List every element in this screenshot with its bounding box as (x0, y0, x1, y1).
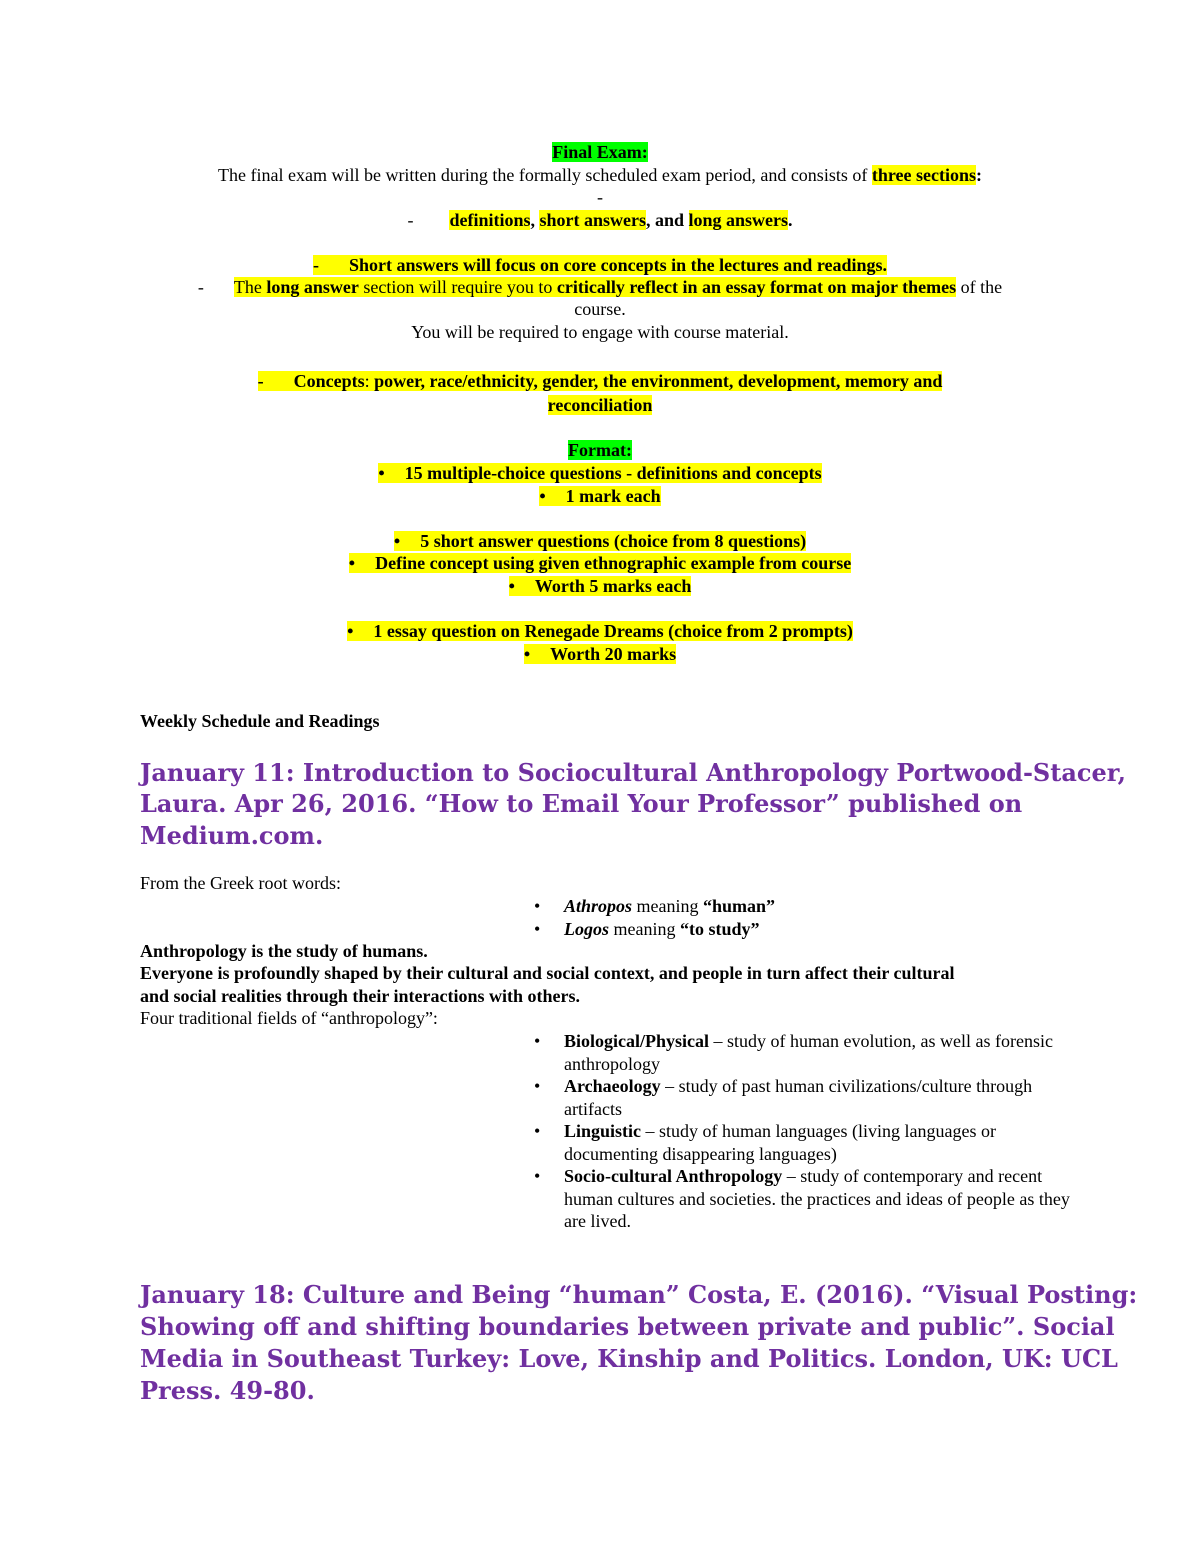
shaped-text-line-1: Everyone is profoundly shaped by their cultural and social context, and people in turn affect their cultural (140, 963, 955, 983)
greek-intro: From the Greek root words: (140, 873, 341, 893)
anthropology-definition: Anthropology is the study of humans. (140, 941, 428, 961)
format-item: • 1 essay question on Renegade Dreams (choice from 2 prompts) (347, 621, 853, 641)
field-item: • Socio-cultural Anthropology – study of contemporary and recent human cultures and societies. the practices and ideas of people as they are lived. (534, 1166, 1070, 1231)
week1-title-line: Laura. Apr 26, 2016. “How to Email Your Professor” published on (140, 789, 1023, 818)
final-exam-heading-line (140, 141, 1060, 164)
week2-title-line: Press. 49-80. (140, 1376, 315, 1405)
root-word-item: • Athropos meaning “human” (534, 896, 776, 916)
format-item: • 15 multiple-choice questions - definitions and concepts (378, 463, 822, 483)
schedule-heading: Weekly Schedule and Readings (140, 711, 380, 731)
format-item: • Worth 20 marks (523, 644, 677, 664)
format-item: • Define concept using given ethnographic example from course (348, 553, 852, 573)
field-item: • Linguistic – study of human languages (living languages or documenting disappearing languages) (534, 1121, 996, 1164)
field-item: • Archaeology – study of past human civilizations/culture through artifacts (534, 1076, 1033, 1119)
three-sections-text: three sections (871, 165, 976, 185)
concepts-label: Concepts (293, 371, 365, 391)
format-item: • 1 mark each (539, 486, 661, 506)
format-heading-line (140, 439, 1060, 462)
sections-line: - definitions, short answers, and long answers. (407, 210, 793, 230)
long-answer-line-2: course. (574, 299, 626, 319)
engage-line: You will be required to engage with course material. (411, 322, 789, 342)
week2-title-line: Media in Southeast Turkey: Love, Kinship and Politics. London, UK: UCL (140, 1344, 1118, 1373)
format-item: • 5 short answer questions (choice from 8 questions) (393, 531, 807, 551)
week2-title-line: January 18: Culture and Being “human” Costa, E. (2016). “Visual Posting: (140, 1280, 1138, 1309)
field-item: • Biological/Physical – study of human evolution, as well as forensic anthropology (534, 1031, 1053, 1074)
final-exam-intro: The final exam will be written during the formally scheduled exam period, and consists of three sections: (218, 165, 982, 185)
root-word-item: • Logos meaning “to study” (534, 919, 760, 939)
format-item: • Worth 5 marks each (508, 576, 692, 596)
empty-dash-line: - (597, 187, 603, 207)
shaped-text-line-2: and social realities through their interactions with others. (140, 986, 580, 1006)
concepts-line: - Concepts: power, race/ethnicity, gender, the environment, development, memory and (257, 371, 943, 391)
fields-intro: Four traditional fields of “anthropology”: (140, 1008, 438, 1028)
week1-title-line: January 11: Introduction to Sociocultural Anthropology Portwood-Stacer, (140, 758, 1127, 787)
week1-title-line: Medium.com. (140, 821, 324, 850)
long-answer-line: - The long answer section will require you to critically reflect in an essay format on major themes of the (197, 277, 1003, 297)
concepts-line-2: reconciliation (547, 395, 653, 415)
format-heading: Format: (568, 440, 632, 460)
week2-title-line: Showing off and shifting boundaries between private and public”. Social (140, 1312, 1115, 1341)
short-answers-line: - Short answers will focus on core concepts in the lectures and readings. (313, 255, 887, 275)
final-exam-heading: Final Exam: (552, 142, 648, 162)
